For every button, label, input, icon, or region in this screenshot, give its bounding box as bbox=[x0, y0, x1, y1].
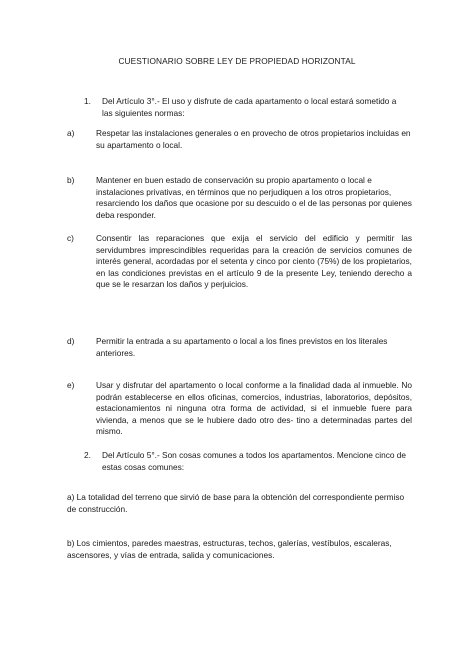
list-marker: e) bbox=[67, 380, 75, 390]
question-text: Del Artículo 5°.- Son cosas comunes a todos los apartamentos. Mencione cinco de estas cosas comunes: bbox=[102, 450, 407, 472]
list-text: Mantener en buen estado de conservación su propio apartamento o local e instalaciones privativas, en términos que no perjudiquen a los otros propietarios, resarciendo los daños que ocasione por su descuido o el de las personas por quienes deba responder. bbox=[96, 175, 412, 220]
list-marker: c) bbox=[67, 233, 74, 243]
list-text: Usar y disfrutar del apartamento o local conforme a la finalidad dada al inmueble. No podrán establecerse en ellos oficinas, comercios, industrias, laboratorios, depósitos, estacionamientos ni ninguna otra forma de actividad, si el inmueble fuere para vivienda, a menos que se le hubiere dado otro des- tino a determinadas partes del mismo. bbox=[96, 380, 412, 437]
question-number: 1. bbox=[84, 96, 91, 106]
list-text: Consentir las reparaciones que exija el servicio del edificio y permitir las servidumbres imprescindibles requeridas para la creación de servicios comunes de interés general, acordadas por el setenta y cinco por ciento (75%) de los propietarios, en las condiciones previstas en el artículo 9 de la presente Ley, teniendo derecho a que se le resarzan los daños y perjuicios. bbox=[96, 233, 412, 290]
list-marker: d) bbox=[67, 336, 75, 346]
document-title: CUESTIONARIO SOBRE LEY DE PROPIEDAD HORIZONTAL bbox=[118, 56, 356, 66]
list-item-c bbox=[67, 233, 412, 293]
list-text: Respetar las instalaciones generales o en provecho de otros propietarios incluidas en su apartamento o local. bbox=[96, 128, 411, 150]
list-text: Permitir la entrada a su apartamento o local a los fines previstos en los literales anteriores. bbox=[96, 336, 388, 358]
list-item-e bbox=[67, 380, 412, 437]
question-2 bbox=[84, 450, 409, 474]
list-item-a bbox=[67, 128, 412, 152]
list-item-b bbox=[67, 175, 412, 220]
question-1 bbox=[84, 96, 409, 120]
list-marker: b) bbox=[67, 175, 75, 185]
question-text: Del Artículo 3°.- El uso y disfrute de cada apartamento o local estará sometido a las siguientes normas: bbox=[102, 96, 397, 118]
list-marker: a) bbox=[67, 128, 75, 138]
question-number: 2. bbox=[84, 450, 91, 460]
list-item-d bbox=[67, 336, 412, 360]
answer-item-a: a) La totalidad del terreno que sirvió de base para la obtención del correspondiente permiso de construcción. bbox=[67, 492, 405, 514]
answer-item-b: b) Los cimientos, paredes maestras, estructuras, techos, galerías, vestíbulos, escaleras, ascensores, y vías de entrada, salida y comunicaciones. bbox=[67, 538, 392, 560]
